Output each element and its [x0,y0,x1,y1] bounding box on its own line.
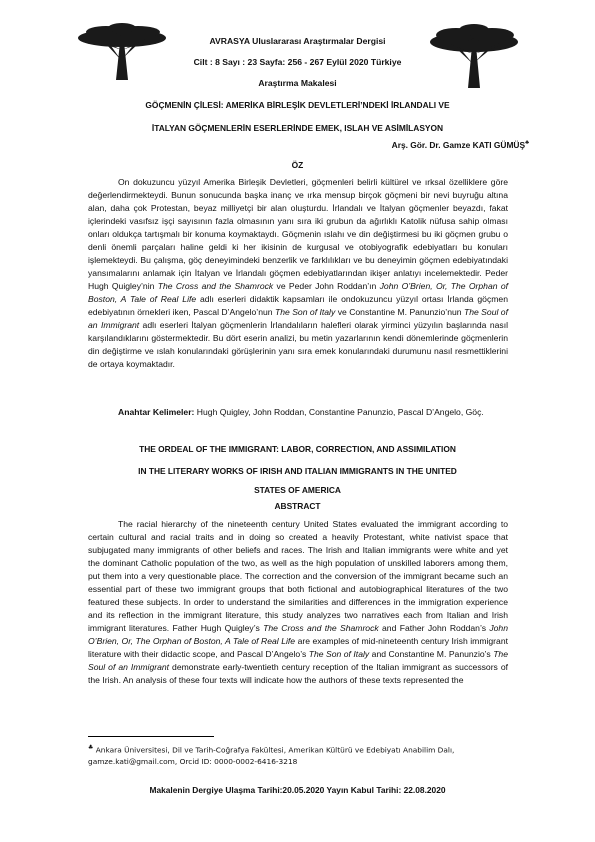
en-title-line3: STATES OF AMERICA [254,485,341,495]
journal-name: AVRASYA Uluslararası Araştırmalar Dergisi [209,36,386,46]
tr-keywords [88,406,508,419]
en-abstract-text-d: and Constantine M. Panunzio’s [369,649,494,659]
en-abstract-text-b: and Father John Roddan’s [378,623,490,633]
footnote [88,742,518,768]
tr-abstract-body [88,176,508,371]
tree-logo-left-icon [76,20,168,82]
en-title-line1: THE ORDEAL OF THE IMMIGRANT: LABOR, CORRECTION, AND ASSIMILATION [139,444,456,454]
tr-title-line1: GÖÇMENİN ÇİLESİ: AMERİKA BİRLEŞİK DEVLETLERİ’NDEKİ İRLANDALI VE [145,100,450,110]
submission-dates: Makalenin Dergiye Ulaşma Tarihi:20.05.2020 Yayın Kabul Tarihi: 22.08.2020 [149,785,446,795]
tr-work-title-1: The Cross and the Shamrock [157,281,274,291]
en-abstract-text-e: demonstrate early-twentieth century reception of the Italian immigrant as successors of the Irish. An analysis of these four texts will indicate how the authors of these texts represented the [88,662,508,685]
author-name: Arş. Gör. Dr. Gamze KATI GÜMÜŞ [391,140,526,150]
en-title-line2: IN THE LITERARY WORKS OF IRISH AND ITALIAN IMMIGRANTS IN THE UNITED [138,466,457,476]
tr-abstract-text-a: On dokuzuncu yüzyıl Amerika Birleşik Devletleri, göçmenleri belirli kültürel ve ırksal özelliklere göre değerlendirmekteydi. Bunun sonucunda başka inanç ve ırka mensup birçok göçmeni bir nevi buyruğu altına alan, daha çok Protestan, beyaz milliyetçi bir alan oluşturdu. İrlandalı ve İtalyan göçmenler beyazdı, fakat içlerindeki vasıfsız işçi sayısının fazla olmasının yanı sıra iki grubun da ağırlıklı Katolik nüfusa sahip olması onları oldukça tartışmalı bir konuma koymaktaydı. Göçmenin ıslahı ve din değiştirmesi bu iki göçmen grubu o denli önemli parçaları haline geldi ki her ikisinin de kurgusal ve otobiyografik edebiyatları bu konuları işlemekteydi. Bu çalışma, göç deneyimindeki benzerlik ve farklılıkları ve bu deneyimin göçmen edebiyatındaki yansımalarını anlamak için İtalyan ve İrlandalı göçmen edebiyatlarından ikişer anlatıyı incelemektedir. Peder Hugh Quigley’nin [88,177,508,291]
en-abstract-heading: ABSTRACT [274,501,321,511]
en-work-title-4: The Soul of an Immigrant [88,649,508,672]
keywords-list: Hugh Quigley, John Roddan, Constantine Panunzio, Pascal D’Angelo, Göç. [194,407,484,417]
en-abstract-text-c: are examples of mid-nineteenth century Irish immigrant literature with their didactic scope, and Pascal D’Angelo’s [88,636,508,659]
tr-title-line2: İTALYAN GÖÇMENLERİN ESERLERİNDE EMEK, ISLAH VE ASİMİLASYON [151,123,444,133]
article-type: Araştırma Makalesi [258,78,337,88]
tr-work-title-2: John O’Brien, Or, The Orphan of Boston, A Tale of Real Life [88,281,508,304]
author-footnote-mark: ♣ [525,140,529,147]
en-work-title-3: The Son of Italy [308,649,370,659]
keywords-label: Anahtar Kelimeler: [118,407,195,417]
en-work-title-1: The Cross and the Shamrock [263,623,379,633]
tr-abstract-heading: ÖZ [291,160,304,170]
tr-work-title-3: The Son of Italy [274,307,336,317]
tr-work-title-4: The Soul of an Immigrant [88,307,508,330]
footnote-text: Ankara Üniversitesi, Dil ve Tarih-Coğrafya Fakültesi, Amerikan Kültürü ve Edebiyatı Anabilim Dalı, gamze.kati@gmail.com, Orcid ID: 0000-0002-6416-3218 [88,745,455,767]
footnote-divider [88,736,214,737]
tr-abstract-text-e: adlı eserleri İtalyan göçmenlerin İrlandalıların halefleri olarak yirminci yüzyılın başlarında nasıl karşılandıklarını göstermektedir. Bu dört eserin analizi, bu metin yazarlarının kendi dönemlerinde göçmenlerin din değiştirme ve ıslah konularındaki görüşlerinin yanı sıra emek konularındaki durumunu nasıl resmettiklerini de ortaya koymaktadır. [88,320,508,369]
tr-abstract-text-d: ve Constantine M. Panunzio’nun [335,307,464,317]
issue-info: Cilt : 8 Sayı : 23 Sayfa: 256 - 267 Eylül 2020 Türkiye [193,57,402,67]
en-work-title-2: John O’Brien, Or, The Orphan of Boston, A Tale of Real Life [88,623,508,646]
tr-abstract-text-b: ve Peder John Roddan’ın [273,281,380,291]
en-abstract-body [88,518,508,687]
en-abstract-text-a: The racial hierarchy of the nineteenth century United States evaluated the immigrant according to certain cultural and racial traits and in doing so created a heavily Protestant, white nativist space that subjugated many immigrants of other beliefs and races. The Irish and Italian immigrants were white and yet the dominant Catholic population of the two, as well as the high population of unskilled laborers among them, put them into a very questionable place. The correction and the conversion of the immigrant became such an essential part of these two immigrant groups that both fictional and autobiographical literatures of the two featured these subjects. In order to understand the similarities and differences in the immigration experience and its reflection in the immigrant literature, this study analyzes two narratives each from Italian and Irish immigrant literatures. Father Hugh Quigley’s [88,519,508,633]
footnote-mark: ♣ [88,744,94,751]
tr-abstract-text-c: adlı eserleri didaktik kapsamları ile ondokuzuncu yüzyıl ortası İrlanda göçmen edebiyatının örnekleri iken, Pascal D’Angelo’nun [88,294,508,317]
author [392,140,529,150]
